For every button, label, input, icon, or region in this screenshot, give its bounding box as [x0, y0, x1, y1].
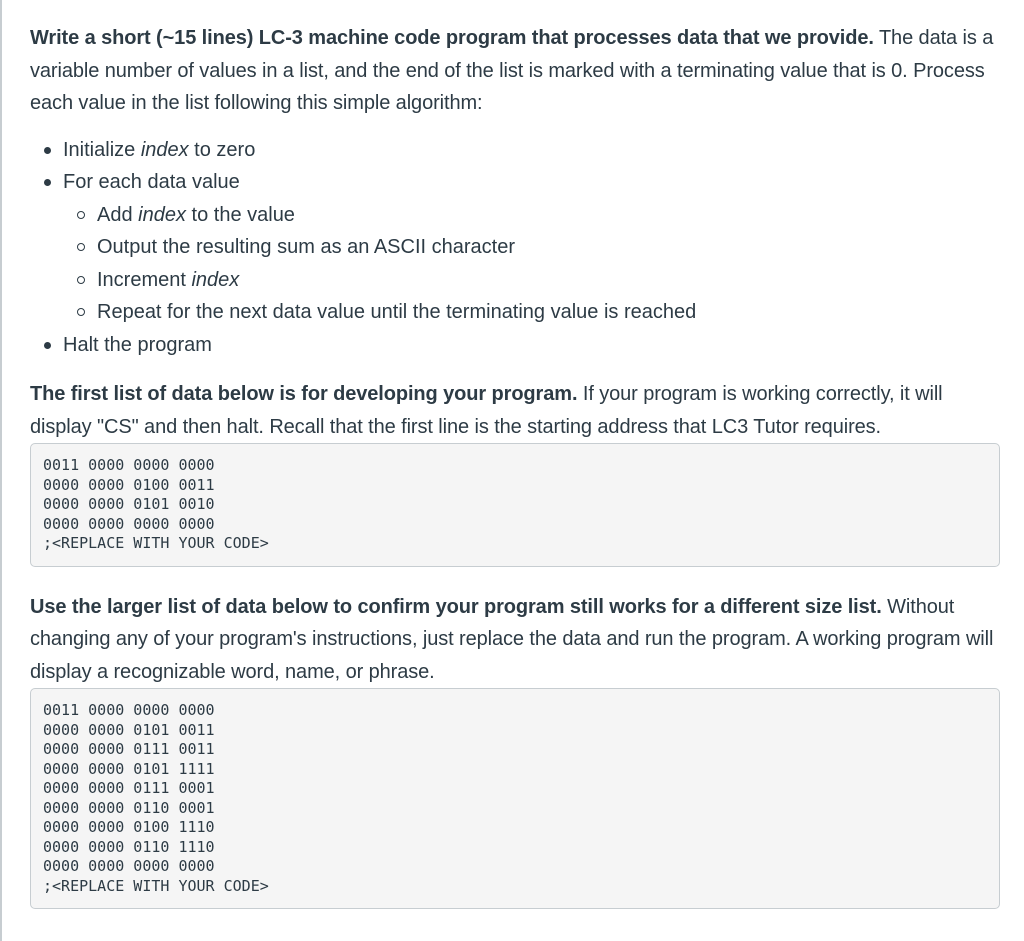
increment-index-term: index: [191, 268, 240, 291]
intro-paragraph: [30, 22, 1002, 120]
algorithm-step-init: [30, 134, 1002, 167]
code-line: 0000 0000 0100 0011: [43, 475, 215, 494]
second-list-bold-text: Use the larger list of data below to confirm your program still works for a different size list.: [30, 595, 882, 618]
code-line: 0011 0000 0000 0000: [43, 456, 215, 474]
code-line: 0000 0000 0101 0011: [43, 720, 215, 739]
intro-bold-text: Write a short (~15 lines) LC-3 machine code program that processes data that we provide.: [30, 27, 874, 49]
code-line: 0000 0000 0000 0000: [43, 514, 215, 533]
algorithm-substep-repeat: [63, 296, 1002, 329]
algorithm-step-for-each: [30, 166, 1002, 329]
second-list-text: Without changing any of your program's instructions, just replace the data and run the program. A working program will display a recognizable word, name, or phrase.: [30, 595, 994, 683]
add-text: Add: [97, 203, 139, 226]
algorithm-substep-increment: [63, 264, 1002, 297]
intro-text: The data is a variable number of values in a list, and the end of the list is marked with a terminating value that is 0. Process each value in the list following this simple algorithm:: [30, 27, 994, 114]
code-line: 0000 0000 0101 1111: [43, 759, 215, 778]
algorithm-sublist: [63, 199, 1002, 329]
code-line: 0000 0000 0111 0001: [43, 779, 215, 797]
output-text: Output the resulting sum as an ASCII character: [97, 236, 515, 258]
add-text-end: to the value: [185, 203, 295, 226]
code-line: 0000 0000 0110 0001: [43, 798, 215, 817]
add-index-term: index: [138, 203, 186, 226]
for-each-text: For each data value: [63, 171, 240, 193]
init-index-term: index: [140, 138, 189, 161]
increment-text: Increment: [97, 268, 192, 291]
second-list-paragraph: [30, 591, 1002, 689]
code-line: ;<REPLACE WITH YOUR CODE>: [43, 534, 269, 552]
halt-text: Halt the program: [63, 333, 212, 356]
algorithm-substep-output: [63, 231, 1002, 264]
first-list-text: If your program is working correctly, it will display "CS" and then halt. Recall that the first line is the starting address that LC3 Tutor requires.: [30, 383, 943, 438]
code-line: 0000 0000 0100 1110: [43, 818, 215, 836]
repeat-text: Repeat for the next data value until the terminating value is reached: [97, 301, 697, 323]
first-list-paragraph: [30, 378, 1002, 443]
second-code-block[interactable]: [30, 688, 1000, 909]
code-line: 0000 0000 0111 0011: [43, 740, 215, 758]
first-list-bold-text: The first list of data below is for developing your program.: [30, 383, 578, 405]
content-left-border: [0, 0, 2, 941]
assignment-content: [30, 22, 1002, 909]
init-text-end: to zero: [188, 138, 256, 161]
init-text: Initialize: [63, 138, 141, 161]
algorithm-substep-add: [63, 199, 1002, 232]
code-line: 0000 0000 0110 1110: [43, 837, 215, 856]
algorithm-step-halt: [30, 329, 1002, 362]
code-line: 0000 0000 0000 0000: [43, 857, 215, 875]
code-line: ;<REPLACE WITH YOUR CODE>: [43, 876, 269, 895]
code-line: 0011 0000 0000 0000: [43, 701, 215, 719]
first-code-block[interactable]: [30, 443, 1000, 567]
code-line: 0000 0000 0101 0010: [43, 495, 215, 513]
algorithm-list: [30, 134, 1002, 362]
